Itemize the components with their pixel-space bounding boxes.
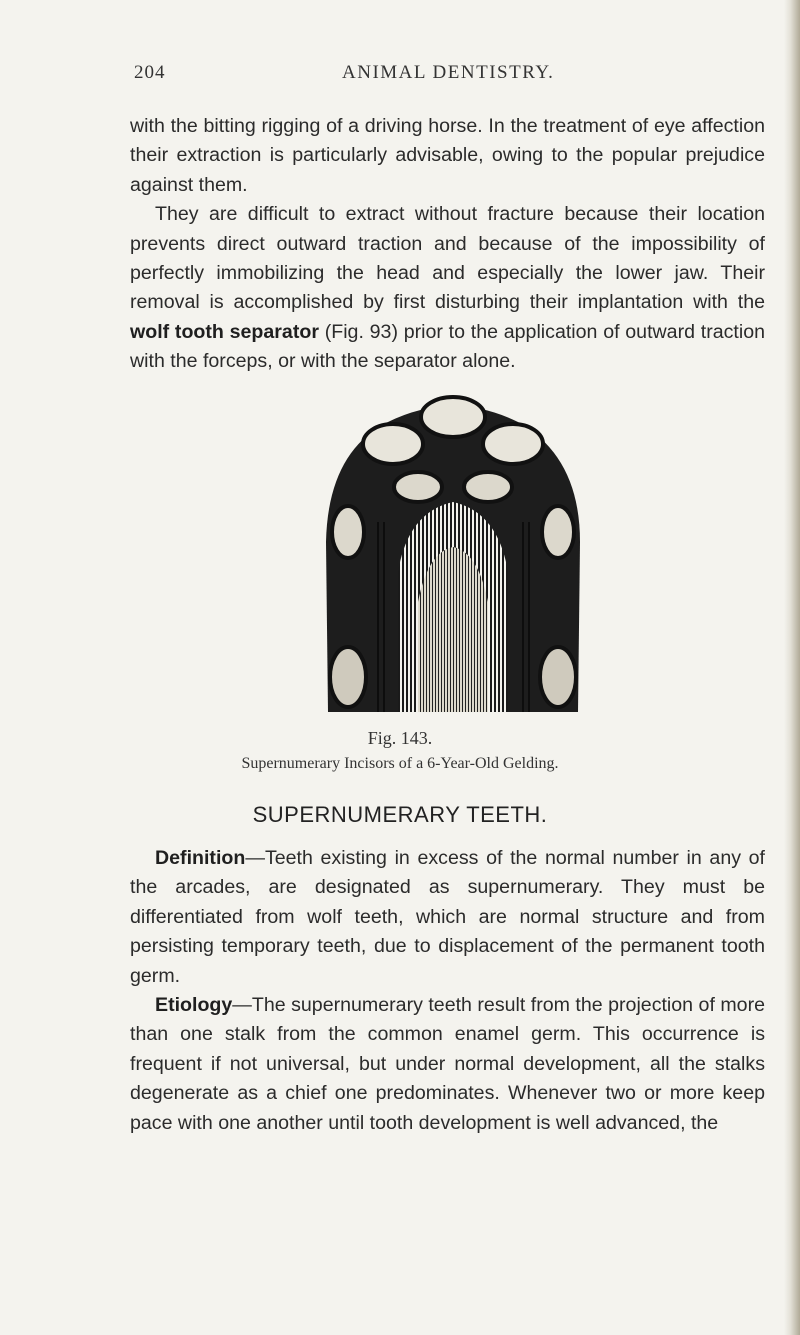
- figure-label: Fig. 143.: [367, 728, 433, 748]
- figure-caption: Supernumerary Incisors of a 6-Year-Old Gelding.: [241, 755, 559, 772]
- figure-illustration: [318, 382, 588, 720]
- definition-text: —Teeth existing in excess of the normal number in any of the arcades, are designated as supernumerary. They must be differentiated from wolf teeth, which are normal structure and from persisting temporary teeth, due to displacement of the permanent tooth germ.: [130, 847, 765, 987]
- etiology-text: —The supernumerary teeth result from the projection of more than one stalk from the common enamel germ. This occurrence is frequent if not universal, but under normal development, all the stalks degenerate as a chief one predominates. Whenever two or more keep pace with one another until tooth development is well advanced, the: [130, 994, 765, 1134]
- page-number: 204: [134, 62, 166, 83]
- etiology-term: Etiology: [155, 994, 233, 1017]
- definition-term: Definition: [155, 847, 246, 869]
- wolf-tooth-separator-term: wolf tooth separator: [130, 320, 319, 343]
- page-edge-shadow: [784, 0, 800, 1335]
- paragraph-extraction: [130, 200, 765, 376]
- definition-paragraph: [130, 844, 765, 991]
- section-heading: SUPERNUMERARY TEETH.: [252, 802, 548, 827]
- body-text-top: [130, 112, 765, 377]
- body-text-bottom: [130, 844, 765, 1138]
- paragraph-extraction-end: (Fig. 93) prior to the application of outward traction with the forceps, or with the separator alone.: [130, 320, 766, 373]
- running-title: ANIMAL DENTISTRY.: [342, 62, 555, 83]
- paragraph-continued: with the bitting rigging of a driving horse. In the treatment of eye affection their extraction is particularly advisable, owing to the popular prejudice against them.: [130, 115, 765, 196]
- etiology-paragraph: [130, 991, 765, 1138]
- paragraph-extraction-start: They are difficult to extract without fracture because their location prevents direct outward traction and because of the impossibility of perfectly immobilizing the head and especially the lower jaw. Their removal is accomplished by first disturbing their implantation with the: [130, 203, 765, 314]
- running-head: [134, 62, 654, 92]
